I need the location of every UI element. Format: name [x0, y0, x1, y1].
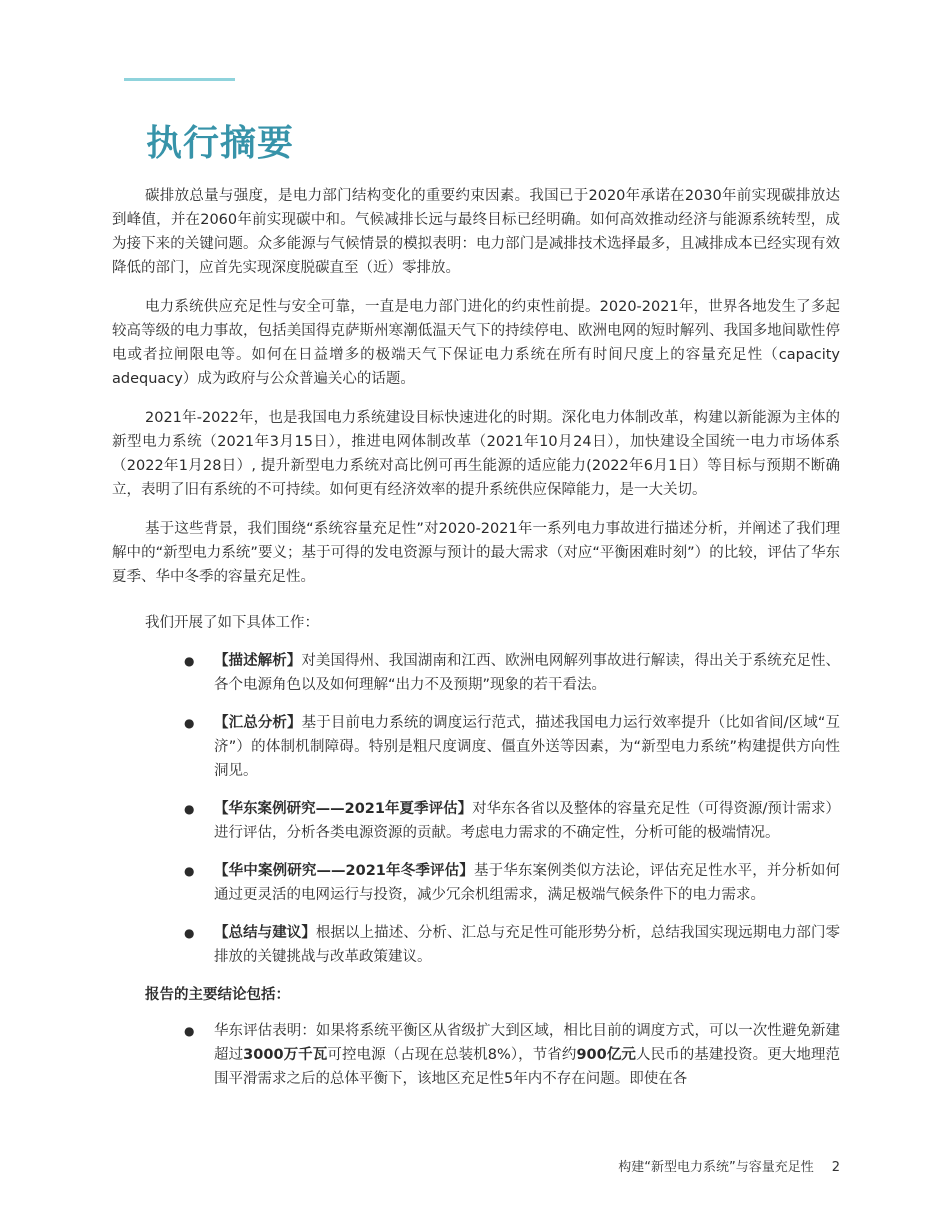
bullet-icon: ● [184, 864, 195, 878]
bullet-icon: ● [184, 1024, 195, 1038]
item-text: 根据以上描述、分析、汇总与充足性可能形势分析，总结我国实现远期电力部门零排放的关键挑战与改革政策建议。 [214, 925, 841, 965]
list-item [112, 797, 840, 845]
item-label: 【华中案例研究——2021年冬季评估】 [214, 863, 474, 879]
item-label: 【华东案例研究——2021年夏季评估】 [214, 801, 473, 817]
conclusion-text: 可控电源（占现在总装机8%），节省约 [327, 1047, 577, 1063]
paragraph: 碳排放总量与强度，是电力部门结构变化的重要约束因素。我国已于2020年承诺在2030年前实现碳排放达到峰值，并在2060年前实现碳中和。气候减排长远与最终目标已经明确。如何高效推动经济与能源系统转型，成为接下来的关键问题。众多能源与气候情景的模拟表明：电力部门是减排技术选择最多，且减排成本已经实现有效降低的部门，应首先实现深度脱碳直至（近）零排放。 [112, 188, 840, 276]
paragraph: 基于这些背景，我们围绕“系统容量充足性”对2020-2021年一系列电力事故进行描述分析，并阐述了我们理解中的“新型电力系统”要义；基于可得的发电资源与预计的最大需求（对应“平衡困难时刻”）的比较，评估了华东夏季、华中冬季的容量充足性。 [112, 521, 840, 585]
item-label: 【总结与建议】 [214, 925, 316, 941]
footer-title: 构建“新型电力系统”与容量充足性 [618, 1160, 814, 1175]
list-item [112, 921, 840, 969]
conclusion-text: 华东评估表明：如果将系统平衡区从省级扩大到区域，相比目前的调度方式，可以一次性避免新建超过 [214, 1023, 840, 1063]
bullet-icon: ● [184, 716, 195, 730]
body-text [112, 184, 840, 1105]
top-accent-rule [124, 78, 235, 81]
list-item [112, 711, 840, 783]
work-list [112, 649, 840, 969]
item-text: 对华东各省以及整体的容量充足性（可得资源/预计需求）进行评估，分析各类电源资源的贡献。考虑电力需求的不确定性，分析可能的极端情况。 [214, 801, 840, 841]
bullet-icon: ● [184, 654, 195, 668]
item-label: 【汇总分析】 [214, 715, 302, 731]
paragraph: 2021年-2022年，也是我国电力系统建设目标快速进化的时期。深化电力体制改革，构建以新能源为主体的新型电力系统（2021年3月15日），推进电网体制改革（2021年10月24日），加快建设全国统一电力市场体系（2022年1月28日）, 提升新型电力系统对高比例可再生能源的适应能力(2022年6月1日）等目标与预期不断确立，表明了旧有系统的不可持续。如何更有经济效率的提升系统供应保障能力，是一大关切。 [112, 410, 840, 498]
item-text: 基于华东案例类似方法论，评估充足性水平，并分析如何通过更灵活的电网运行与投资，减少冗余机组需求，满足极端气候条件下的电力需求。 [214, 863, 840, 903]
item-text: 基于目前电力系统的调度运行范式，描述我国电力运行效率提升（比如省间/区域“互济”）的体制机制障碍。特别是粗尺度调度、僵直外送等因素，为“新型电力系统”构建提供方向性洞见。 [214, 715, 840, 779]
conclusions-list [112, 1019, 840, 1091]
page-number: 2 [831, 1160, 840, 1175]
paragraph: 电力系统供应充足性与安全可靠，一直是电力部门进化的约束性前提。2020-2021年，世界各地发生了多起较高等级的电力事故，包括美国得克萨斯州寒潮低温天气下的持续停电、欧洲电网的短时解列、我国多地间歇性停电或者拉闸限电等。如何在日益增多的极端天气下保证电力系统在所有时间尺度上的容量充足性（capacity adequacy）成为政府与公众普遍关心的话题。 [112, 299, 840, 387]
bullet-icon: ● [184, 926, 195, 940]
conclusion-figure: 3000万千瓦 [243, 1047, 328, 1063]
list-item [112, 859, 840, 907]
bullet-icon: ● [184, 802, 195, 816]
conclusions-heading: 报告的主要结论包括： [145, 987, 290, 1003]
page-footer [618, 1156, 840, 1175]
conclusion-text: 人民币的基建投资。更大地理范围平滑需求之后的总体平衡下，该地区充足性5年内不存在问题。即使在各 [214, 1047, 841, 1087]
list-item [112, 649, 840, 697]
conclusion-figure: 900亿元 [576, 1047, 636, 1063]
page-title: 执行摘要 [146, 123, 295, 164]
work-intro: 我们开展了如下具体工作： [145, 615, 319, 631]
item-text: 对美国得州、我国湖南和江西、欧洲电网解列事故进行解读，得出关于系统充足性、各个电源角色以及如何理解“出力不及预期”现象的若干看法。 [214, 653, 840, 693]
list-item [112, 1019, 840, 1091]
item-label: 【描述解析】 [214, 653, 302, 669]
